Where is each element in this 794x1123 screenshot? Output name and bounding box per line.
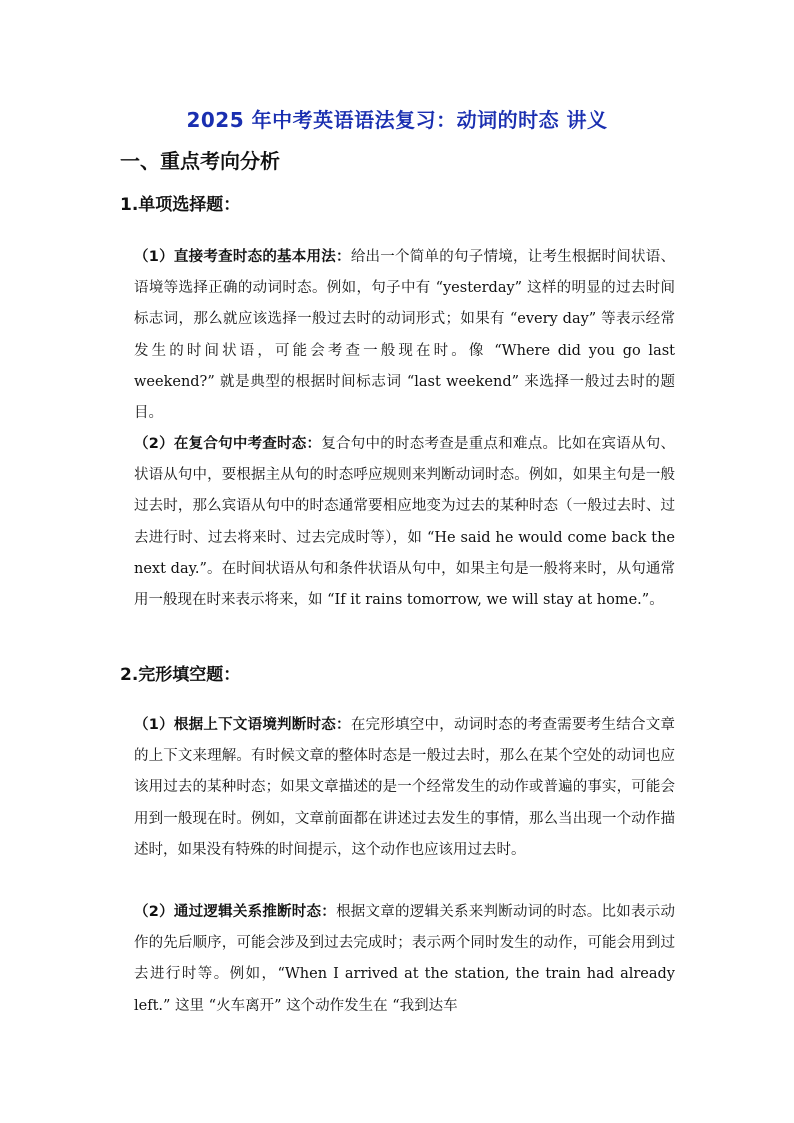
paragraph-context-judgment [134,710,675,900]
paragraph-label: （1）根据上下文语境判断时态： [134,717,351,733]
subsection-heading-single-choice: 1.单项选择题： [120,195,241,215]
paragraph-label: （1）直接考查时态的基本用法： [134,249,351,265]
paragraph-text: 在完形填空中，动词时态的考查需要考生结合文章的上下文来理解。有时候文章的整体时态是一般过去时，那么在某个空处的动词也应该用过去的某种时态；如果文章描述的是一个经常发生的动作或普遍的事实，可能会用到一般现在时。例如，文章前面都在讲述过去发生的事情，那么当出现一个动作描述时，如果没有特殊的时间提示，这个动作也应该用过去时。 [134,717,676,858]
paragraph-logic-inference [134,897,675,1027]
paragraph-compound-sentence [134,429,675,649]
paragraph-label: （2）通过逻辑关系推断时态： [134,904,337,920]
paragraph-direct-usage [134,242,675,432]
paragraph-text: 根据文章的逻辑关系来判断动词的时态。比如表示动作的先后顺序，可能会涉及到过去完成时；表示两个同时发生的动作，可能会用到过去进行时等。例如，“When I arrived at the station, the train had already left.” 这里 “火车离开” 这个动作发生在 “我到达车 [134,904,676,1014]
document-title: 2025 年中考英语语法复习：动词的时态 讲义 [186,108,608,132]
paragraph-text: 复合句中的时态考查是重点和难点。比如在宾语从句、状语从句中，要根据主从句的时态呼应规则来判断动词时态。例如，如果主句是一般过去时，那么宾语从句中的时态通常要相应地变为过去的某种时态（一般过去时、过去进行时、过去将来时、过去完成时等），如 “He said he would come back the next day.”。在时间状语从句和条件状语从句中，如果主句是一般将来时，从句通常用一般现在时来表示将来，如 “If it rains tomorrow, we will stay at home.”。 [134,436,676,609]
section-heading: 一、重点考向分析 [120,149,280,173]
paragraph-text: 给出一个简单的句子情境，让考生根据时间状语、语境等选择正确的动词时态。例如，句子中有 “yesterday” 这样的明显的过去时间标志词，那么就应该选择一般过去时的动词形式；如果有 “every day” 等表示经常发生的时间状语，可能会考查一般现在时。像 “Where did you go last weekend?” 就是典型的根据时间标志词 “last weekend” 来选择一般过去时的题目。 [134,249,676,422]
subsection-heading-cloze: 2.完形填空题： [120,665,241,685]
paragraph-label: （2）在复合句中考查时态： [134,436,322,452]
